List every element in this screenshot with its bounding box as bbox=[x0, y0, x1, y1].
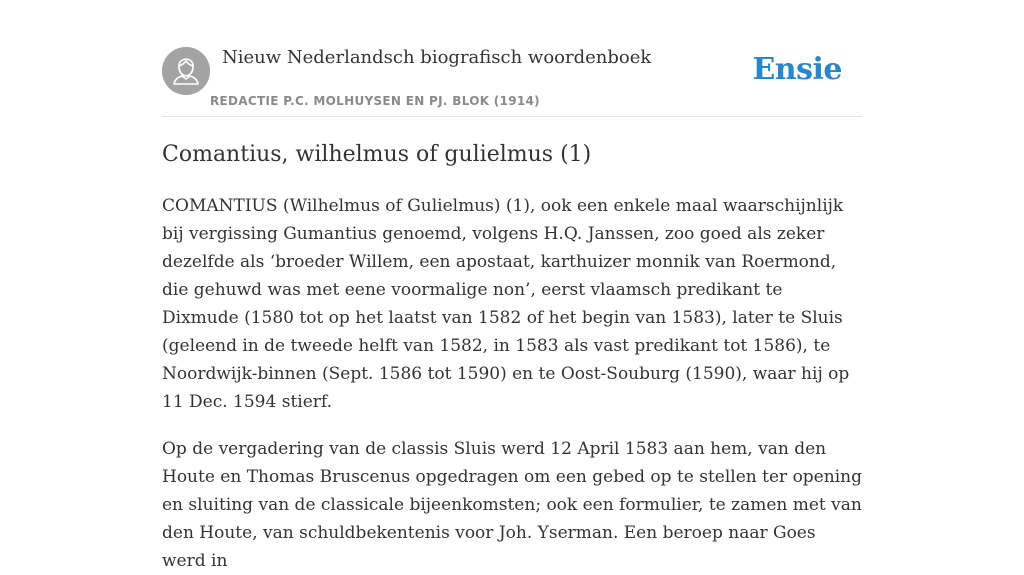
book-title[interactable]: Nieuw Nederlandsch biografisch woordenboek bbox=[222, 47, 652, 68]
article-title: Comantius, wilhelmus of gulielmus (1) bbox=[162, 142, 592, 167]
article-paragraph: COMANTIUS (Wilhelmus of Gulielmus) (1), ook een enkele maal waarschijnlijk bij vergissing Gumantius genoemd, volgens H.Q. Janssen, zoo goed als zeker dezelfde als ‘broeder Willem, een apostaat, karthuizer monnik van Roermond, die gehuwd was met eene voormalige non’, eerst vlaamsch predikant te Dixmude (1580 tot op het laatst van 1582 of het begin van 1583), later te Sluis (geleend in de tweede helft van 1582, in 1583 als vast predikant tot 1586), te Noordwijk-binnen (Sept. 1586 tot 1590) en te Oost-Souburg (1590), waar hij op 11 Dec. 1594 stierf. bbox=[162, 196, 850, 412]
article-paragraph: Op de vergadering van de classis Sluis werd 12 April 1583 aan hem, van den Houte en Thomas Bruscenus opgedragen om een gebed op te stellen ter opening en sluiting van de classicale bijeenkomsten; ook een formulier, te zamen met van den Houte, van schuldbekentenis voor Joh. Yserman. Een beroep naar Goes werd in bbox=[162, 439, 862, 571]
ensie-logo[interactable]: Ensie bbox=[752, 52, 842, 87]
editors-credit: REDACTIE P.C. MOLHUYSEN EN PJ. BLOK (1914) bbox=[210, 94, 540, 108]
article bbox=[162, 140, 862, 575]
user-avatar-icon[interactable] bbox=[162, 47, 210, 95]
source-header bbox=[162, 46, 862, 117]
